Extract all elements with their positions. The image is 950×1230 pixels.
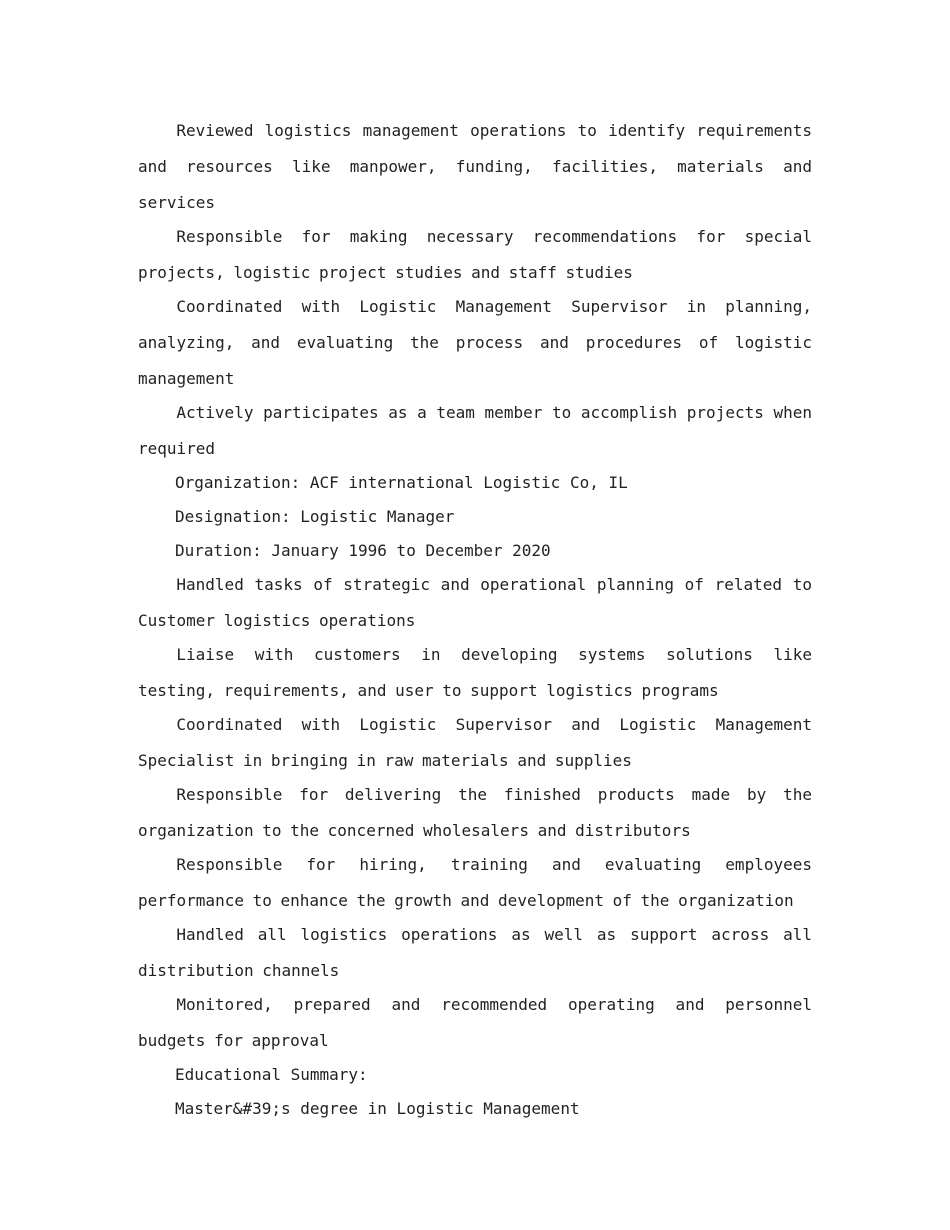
- duty-paragraph: Monitored, prepared and recommended operating and personnel budgets for approval: [138, 995, 812, 1050]
- organization-line: Organization: ACF international Logistic Co, IL: [175, 473, 628, 492]
- responsibility-paragraph: Responsible for making necessary recommendations for special projects, logistic project studies and staff studies: [138, 227, 812, 282]
- duty-paragraph: Handled tasks of strategic and operational planning of related to Customer logistics operations: [138, 575, 812, 630]
- duty-paragraph: Handled all logistics operations as well as support across all distribution channels: [138, 925, 812, 980]
- responsibility-paragraph: Reviewed logistics management operations to identify requirements and resources like manpower, funding, facilities, materials and services: [138, 121, 812, 212]
- education-degree: Master&#39;s degree in Logistic Management: [175, 1099, 580, 1118]
- responsibility-paragraph: Actively participates as a team member to accomplish projects when required: [138, 403, 812, 458]
- document-body: [138, 113, 812, 1125]
- duty-paragraph: Coordinated with Logistic Supervisor and Logistic Management Specialist in bringing in raw materials and supplies: [138, 715, 812, 770]
- designation-line: Designation: Logistic Manager: [175, 507, 455, 526]
- responsibility-paragraph: Coordinated with Logistic Management Supervisor in planning, analyzing, and evaluating the process and procedures of logistic management: [138, 297, 812, 388]
- duty-paragraph: Responsible for delivering the finished products made by the organization to the concerned wholesalers and distributors: [138, 785, 812, 840]
- education-heading: Educational Summary:: [175, 1065, 368, 1084]
- duration-line: Duration: January 1996 to December 2020: [175, 541, 551, 560]
- duty-paragraph: Liaise with customers in developing systems solutions like testing, requirements, and user to support logistics programs: [138, 645, 812, 700]
- duty-paragraph: Responsible for hiring, training and evaluating employees performance to enhance the growth and development of the organization: [138, 855, 812, 910]
